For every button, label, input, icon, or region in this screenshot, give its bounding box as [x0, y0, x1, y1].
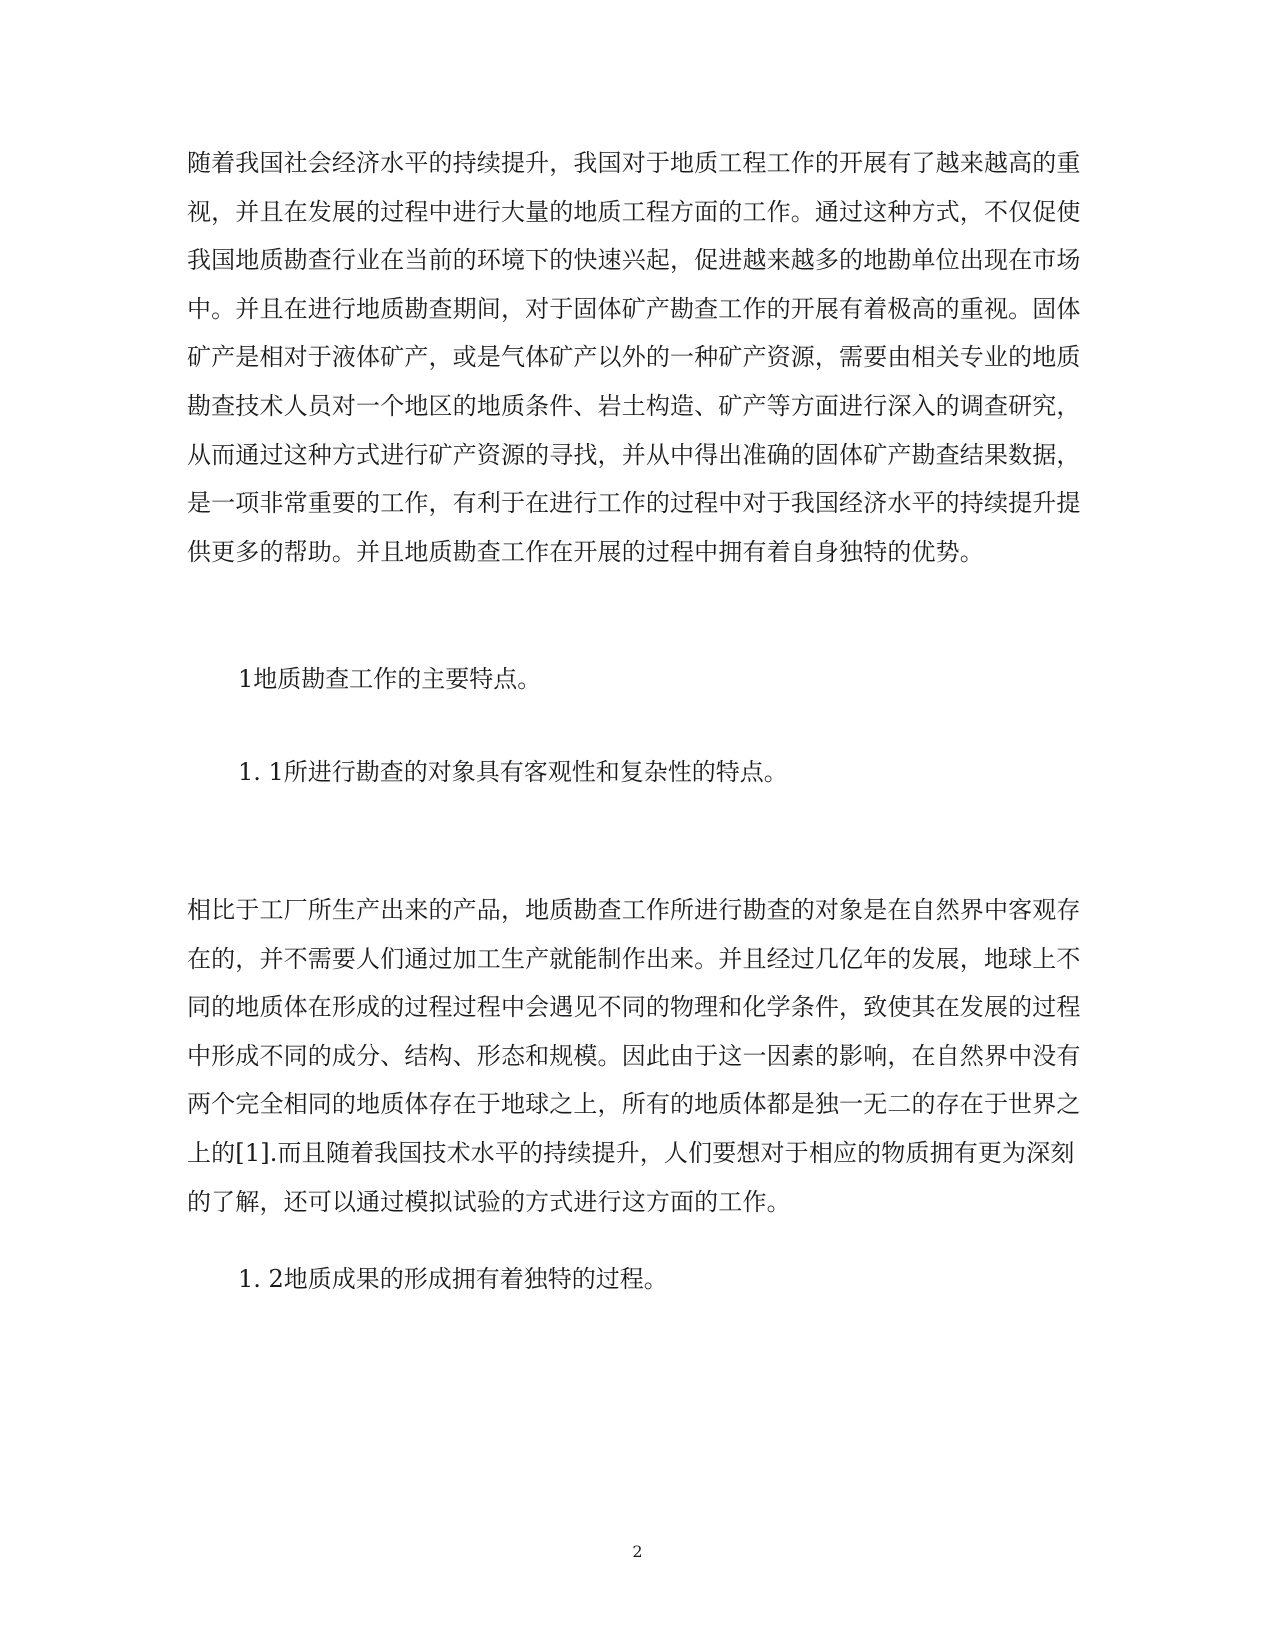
- section-heading-1: 1地质勘查工作的主要特点。: [238, 665, 542, 693]
- subsection-heading-1-1: 1. 1所进行勘查的对象具有客观性和复杂性的特点。: [238, 758, 788, 786]
- body-paragraph-1-1: 相比于工厂所生产出来的产品，地质勘查工作所进行勘查的对象是在自然界中客观存在的，并不需要人们通过加工生产就能制作出来。并且经过几亿年的发展，地球上不同的地质体在形成的过程过程中会遇见不同的物理和化学条件，致使其在发展的过程中形成不同的成分、结构、形态和规模。因此由于这一因素的影响，在自然界中没有两个完全相同的地质体存在于地球之上，所有的地质体都是独一无二的存在于世界之上的[1].而且随着我国技术水平的持续提升，人们要想对于相应的物质拥有更为深刻的了解，还可以通过模拟试验的方式进行这方面的工作。: [187, 896, 1081, 1216]
- intro-paragraph: 随着我国社会经济水平的持续提升，我国对于地质工程工作的开展有了越来越高的重视，并且在发展的过程中进行大量的地质工程方面的工作。通过这种方式，不仅促使我国地质勘查行业在当前的环境下的快速兴起，促进越来越多的地勘单位出现在市场中。并且在进行地质勘查期间，对于固体矿产勘查工作的开展有着极高的重视。固体矿产是相对于液体矿产，或是气体矿产以外的一种矿产资源，需要由相关专业的地质勘查技术人员对一个地区的地质条件、岩土构造、矿产等方面进行深入的调查研究，从而通过这种方式进行矿产资源的寻找，并从中得出准确的固体矿产勘查结果数据，是一项非常重要的工作，有利于在进行工作的过程中对于我国经济水平的持续提升提供更多的帮助。并且地质勘查工作在开展的过程中拥有着自身独特的优势。: [187, 149, 1081, 566]
- page-number: 2: [632, 1542, 643, 1561]
- subsection-heading-1-2: 1. 2地质成果的形成拥有着独特的过程。: [238, 1265, 668, 1293]
